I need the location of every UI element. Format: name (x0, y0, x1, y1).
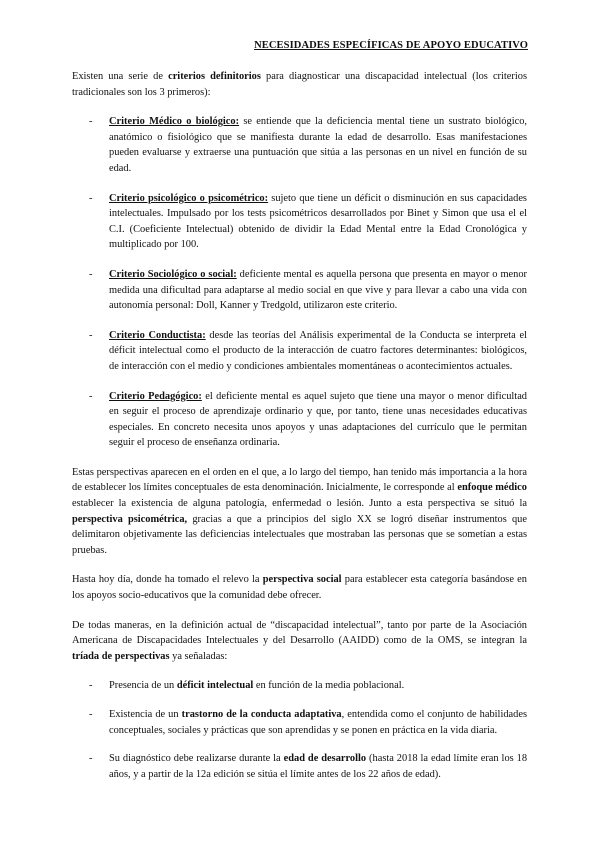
perspectives-paragraph (72, 465, 527, 559)
criterion-text: se entiende que la deficiencia mental tiene un sustrato biológico, anatómico o fisiológico que se manifiesta durante la edad de desarrollo. Esas manifestaciones pueden evaluarse y extraerse una puntuación que sitúa a las personas en un nivel en función de su edad. (109, 116, 527, 174)
para1-bold-d: perspectiva psicométrica, (72, 513, 188, 525)
para3-bold: tríada de perspectivas (72, 650, 170, 662)
bullet-dash: - (89, 753, 93, 765)
list-item (72, 191, 527, 253)
criterion-label: Criterio psicológico o psicométrico: (109, 192, 269, 204)
para1-text-a: Estas perspectivas aparecen en el orden en el que, a lo largo del tiempo, han tenido más importancia a la hora de establecer los límites conceptuales de esta denominación. Inicialmente, le corresponde al (72, 466, 527, 494)
bullet-dash: - (89, 268, 93, 280)
document-body (72, 69, 527, 795)
para1-text-c: establecer la existencia de alguna patología, enfermedad o lesión. Junto a esta perspectiva se situó la (72, 498, 527, 510)
intro-text-a: Existen una serie de (72, 71, 169, 82)
list-item (72, 114, 527, 176)
triad-text-c: (hasta 2018 la edad límite eran los 18 años, y a partir de la 12a edición se sitúa el límite antes de los 22 años de edad). (109, 753, 528, 780)
bullet-dash: - (89, 390, 93, 402)
para2-text-a: Hasta hoy día, donde ha tomado el relevo la (72, 574, 263, 586)
criterion-label: Criterio Médico o biológico: (109, 116, 240, 128)
criterion-text: sujeto que tiene un déficit o disminución en sus capacidades intelectuales. Impulsado por los tests psicométricos desarrollados por Binet y Simon que usa el el C.I. (Coeficiente Intelectual) obtenido de dividir la Edad Mental entre la Edad Cronológica y multiplicado por 100. (109, 192, 527, 251)
bullet-dash: - (89, 116, 93, 128)
list-item (72, 678, 527, 694)
para3-text-c: ya señaladas: (169, 650, 228, 662)
criterion-label: Criterio Sociológico o social: (109, 268, 237, 280)
triad-bold: trastorno de la conducta adaptativa (181, 709, 342, 720)
list-item (72, 328, 527, 375)
intro-paragraph (72, 69, 527, 100)
criterion-label: Criterio Conductista: (109, 329, 206, 341)
criterion-text: el deficiente mental es aquel sujeto que tiene una mayor o menor dificultad en seguir el proceso de aprendizaje ordinario y que, por tanto, tiene unas necesidades educativas especiales. En concreto necesita unos apoyos y unas adaptaciones del currículo que le permitan seguir el proceso de enseñanza ordinaria. (109, 390, 527, 449)
criteria-list (72, 114, 527, 451)
list-item (72, 707, 527, 738)
criterion-text: deficiente mental es aquella persona que presenta en mayor o menor medida una dificultad para adaptarse al medio social en que vive y para llevar a cabo una vida con autonomía personal: Doll, Kanner y Tredgold, utilizaron este criterio. (109, 268, 527, 312)
page-title: NECESIDADES ESPECÍFICAS DE APOYO EDUCATIVO (254, 40, 528, 51)
bullet-dash: - (89, 329, 93, 341)
criterion-text: desde las teorías del Análisis experimental de la Conducta se interpreta el déficit intelectual como el producto de la interacción de cuatro factores determinantes: biológicos, de interacción con el medio y condiciones ambientales momentáneas o acontecimientos actuales. (109, 329, 527, 372)
para1-bold-b: enfoque médico (457, 482, 527, 494)
para3-text-a: De todas maneras, en la definición actual de “discapacidad intelectual”, tanto por parte de la Asociación Americana de Discapacidades Intelectuales y del Desarrollo (AAIDD) como de la OMS, se integran la (72, 619, 527, 647)
social-paragraph (72, 572, 527, 603)
triad-text-a: Presencia de un (109, 680, 177, 692)
para1-text-e: gracias a que a principios del siglo XX se logró diseñar instrumentos que delimitaron objetivamente las deficiencias intelectuales que mostraban las personas que se sometían a estas pruebas. (72, 513, 527, 556)
triad-text-a: Existencia de un (109, 709, 182, 720)
triad-list (72, 678, 527, 782)
para2-text-c: para establecer esta categoría basándose en los apoyos socio-educativos que la comunidad debe ofrecer. (72, 574, 527, 602)
bullet-dash: - (89, 192, 93, 204)
triad-bold: edad de desarrollo (283, 753, 367, 765)
intro-text-c: para diagnosticar una discapacidad intelectual (los criterios tradicionales son los 3 primeros): (72, 71, 527, 98)
list-item (72, 751, 527, 782)
para2-bold: perspectiva social (262, 574, 342, 586)
triad-text-c: en función de la media poblacional. (253, 680, 405, 692)
triad-text-c: , entendida como el conjunto de habilidades conceptuales, sociales y prácticas que son aprendidas y se ponen en práctica en la vida diaria. (109, 709, 527, 736)
bullet-dash: - (89, 709, 93, 720)
criterion-label: Criterio Pedagógico: (109, 390, 202, 402)
intro-bold: criterios definitorios (168, 71, 261, 82)
triad-text-a: Su diagnóstico debe realizarse durante la (109, 753, 284, 765)
list-item (72, 267, 527, 314)
bullet-dash: - (89, 680, 93, 692)
triad-bold: déficit intelectual (176, 680, 254, 692)
definition-paragraph (72, 618, 527, 665)
list-item (72, 389, 527, 451)
